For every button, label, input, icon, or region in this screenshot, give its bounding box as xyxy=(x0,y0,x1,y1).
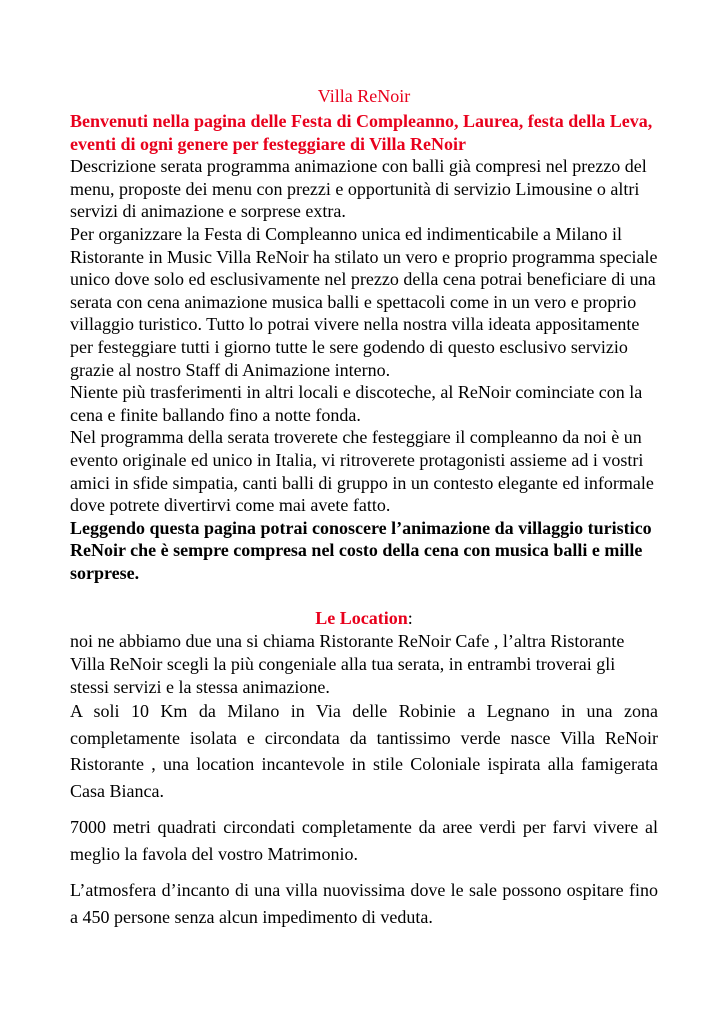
document-page xyxy=(70,84,658,930)
location-heading-colon: : xyxy=(407,608,413,629)
paragraph-no-transfers: Niente più trasferimenti in altri locali e discoteche, al ReNoir cominciate con la cena e finite ballando fino a notte fonda. xyxy=(70,382,643,425)
paragraph-organize: Per organizzare la Festa di Compleanno unica ed indimenticabile a Milano il Ristorante in Music Villa ReNoir ha stilato un vero e proprio programma speciale unico dove solo ed esclusivamente nel prezzo della cena potrai beneficiare di una serata con cena animazione musica balli e spettacoli come in un vero e proprio villaggio turistico. Tutto lo potrai vivere nella nostra villa ideata appositamente per festeggiare tutti i giorno tutte le sere godendo di questo esclusivo servizio grazie al nostro Staff di Animazione interno. xyxy=(70,223,658,380)
location-paragraph-atmosphere: L’atmosfera d’incanto di una villa nuovissima dove le sale possono ospitare fino a 450 persone senza alcun impedimento di veduta. xyxy=(70,880,658,927)
paragraph-description: Descrizione serata programma animazione con balli già compresi nel prezzo del menu, proposte dei menu con prezzi e opportunità di servizio Limousine o altri servizi di animazione e sorprese extra. xyxy=(70,156,647,222)
page-title: Villa ReNoir xyxy=(317,86,411,106)
paragraph-program: Nel programma della serata troverete che festeggiare il compleanno da noi è un evento originale ed unico in Italia, vi ritroverete protagonisti assieme ad i vostri amici in sfide simpatia, canti balli di gruppo in un contesto elegante ed informale dove potrete divertirvi come mai avete fatto. xyxy=(70,427,654,516)
location-paragraph-green-area: 7000 metri quadrati circondati completamente da aree verdi per farvi vivere al meglio la favola del vostro Matrimonio. xyxy=(70,817,658,864)
location-heading: Le Location xyxy=(315,608,408,629)
location-paragraph-legnano: A soli 10 Km da Milano in Via delle Robinie a Legnano in una zona completamente isolata e circondata da tantissimo verde nasce Villa ReNoir Ristorante , una location incantevole in stile Coloniale ispirata alla famigerata Casa Bianca. xyxy=(70,701,658,801)
headline: Benvenuti nella pagina delle Festa di Compleanno, Laurea, festa della Leva, eventi di ogni genere per festeggiare di Villa ReNoir xyxy=(70,111,653,154)
location-paragraph-two-venues: noi ne abbiamo due una si chiama Ristorante ReNoir Cafe , l’altra Ristorante Villa ReNoir scegli la più congeniale alla tua serata, in entrambi troverai gli stessi servizi e la stessa animazione. xyxy=(70,631,625,697)
location-heading-line xyxy=(70,606,658,630)
paragraph-bold-highlight: Leggendo questa pagina potrai conoscere l’animazione da villaggio turistico ReNoir che è sempre compresa nel costo della cena con musica balli e mille sorprese. xyxy=(70,517,652,583)
